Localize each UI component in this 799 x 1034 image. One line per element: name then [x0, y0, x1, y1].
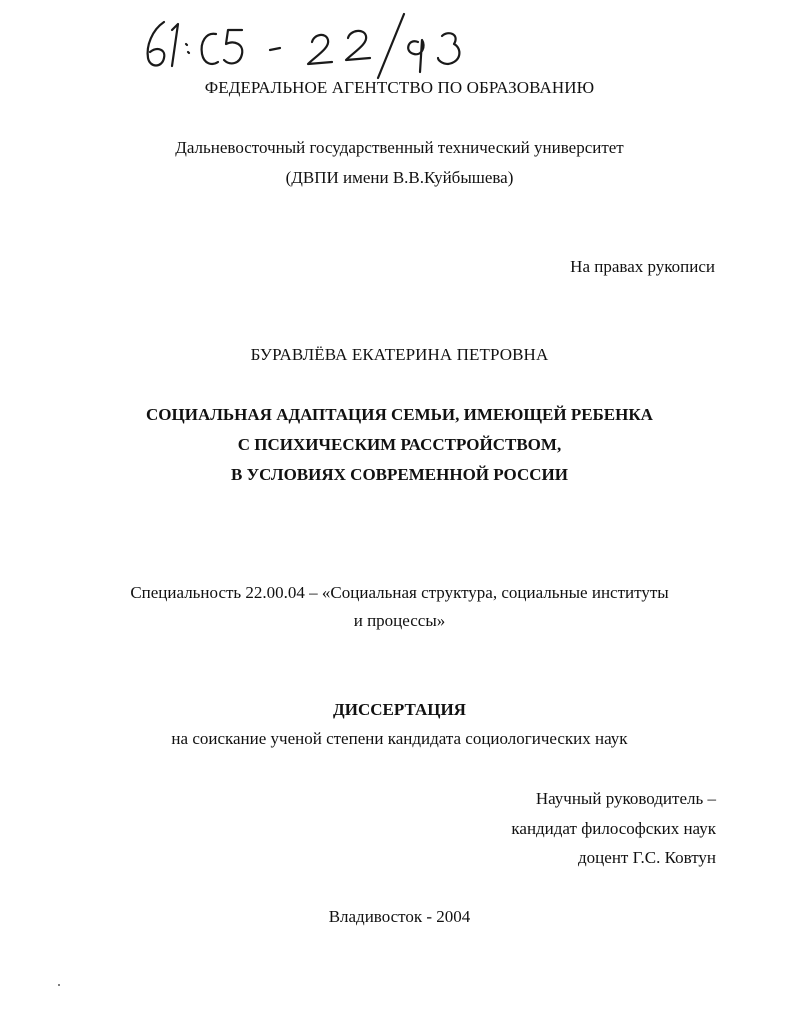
- supervisor-role: Научный руководитель –: [535, 789, 716, 808]
- thesis-title-line-3: В УСЛОВИЯХ СОВРЕМЕННОЙ РОССИИ: [231, 465, 568, 484]
- specialty-line-2: и процессы»: [353, 611, 446, 630]
- work-type-heading: ДИССЕРТАЦИЯ: [333, 700, 466, 719]
- specialty-line-1: Специальность 22.00.04 – «Социальная структура, социальные институты: [130, 583, 669, 602]
- city-year: Владивосток - 2004: [328, 907, 471, 926]
- handwritten-catalog-number: [142, 8, 502, 80]
- agency-heading: ФЕДЕРАЛЬНОЕ АГЕНТСТВО ПО ОБРАЗОВАНИЮ: [204, 78, 595, 97]
- university-name: Дальневосточный государственный технический университет: [175, 138, 624, 157]
- scan-speck: [58, 984, 60, 986]
- supervisor-name: доцент Г.С. Ковтун: [578, 848, 716, 867]
- university-abbreviation: (ДВПИ имени В.В.Куйбышева): [285, 168, 514, 187]
- thesis-title-line-2: С ПСИХИЧЕСКИМ РАССТРОЙСТВОМ,: [237, 435, 562, 454]
- supervisor-degree: кандидат философских наук: [511, 819, 716, 838]
- degree-statement: на соискание ученой степени кандидата социологических наук: [171, 729, 628, 748]
- author-name: БУРАВЛЁВА ЕКАТЕРИНА ПЕТРОВНА: [250, 345, 549, 364]
- rights-note: На правах рукописи: [570, 257, 715, 276]
- thesis-title-line-1: СОЦИАЛЬНАЯ АДАПТАЦИЯ СЕМЬИ, ИМЕЮЩЕЙ РЕБЕНКА: [146, 405, 653, 424]
- handwriting-drawing: [142, 8, 502, 80]
